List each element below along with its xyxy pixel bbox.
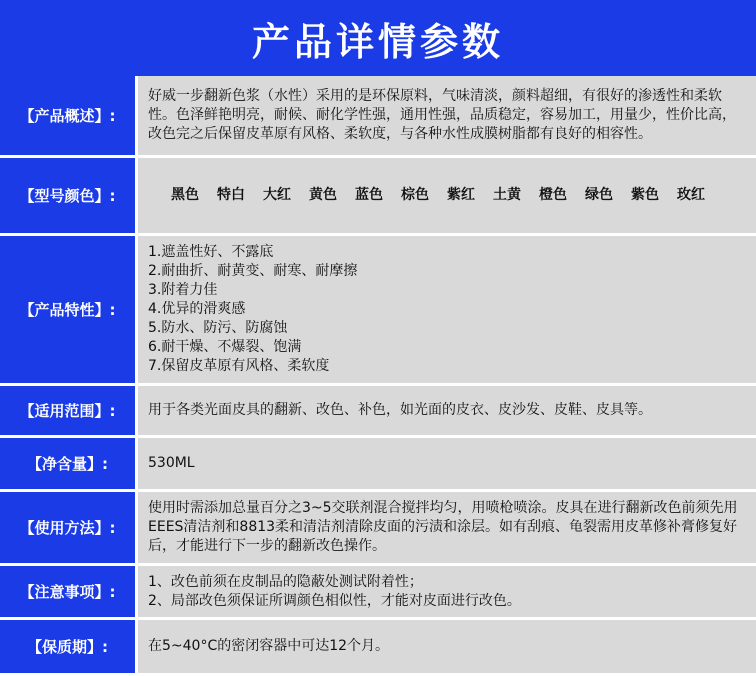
content-net — [135, 438, 756, 492]
shelf-text: 在5~40°C的密闭容器中可达12个月。 — [148, 638, 390, 654]
color-item: 黑色 — [171, 187, 199, 203]
feature-item: 4.优异的滑爽感 — [148, 301, 246, 317]
label-notes: 【注意事项】: — [0, 566, 135, 620]
color-item: 玫红 — [677, 187, 705, 203]
label-colors: 【型号颜色】: — [0, 158, 135, 236]
row-net — [0, 438, 756, 492]
row-notes — [0, 566, 756, 620]
usage-text: 使用时需添加总量百分之3~5交联剂混合搅拌均匀，用喷枪喷涂。皮具在进行翻新改色前须先用EEES清洁剂和8813柔和清洁剂清除皮面的污渍和涂层。如有刮痕、龟裂需用皮革修补膏修复好后，才能进行下一步的翻新改色操作。 — [148, 500, 738, 554]
label-usage: 【使用方法】: — [0, 492, 135, 566]
feature-item: 7.保留皮革原有风格、柔软度 — [148, 358, 330, 374]
row-features — [0, 236, 756, 386]
net-text: 530ML — [148, 455, 195, 471]
feature-item: 2.耐曲折、耐黄变、耐寒、耐摩擦 — [148, 263, 358, 279]
feature-item: 1.遮盖性好、不露底 — [148, 244, 274, 260]
note-item: 1、改色前须在皮制品的隐蔽处测试附着性； — [148, 573, 423, 590]
label-scope: 【适用范围】: — [0, 386, 135, 438]
page-title: 产品详情参数 — [251, 19, 504, 64]
label-overview: 【产品概述】: — [0, 76, 135, 158]
note-item: 2、局部改色须保证所调颜色相似性，才能对皮面进行改色。 — [148, 592, 521, 609]
color-item: 绿色 — [585, 187, 613, 203]
color-item: 紫红 — [447, 187, 475, 203]
color-item: 紫色 — [631, 187, 659, 203]
scope-text: 用于各类光面皮具的翻新、改色、补色，如光面的皮衣、皮沙发、皮鞋、皮具等。 — [148, 402, 652, 418]
label-net: 【净含量】: — [0, 438, 135, 492]
row-shelf — [0, 620, 756, 676]
overview-text: 好威一步翻新色浆（水性）采用的是环保原料，气味清淡，颜料超细，有很好的渗透性和柔软性。色泽鲜艳明亮，耐候、耐化学性强，通用性强，品质稳定，容易加工，用量少，性价比高，改色完之后保留皮革原有风格、柔软度，与各种水性成膜树脂都有良好的相容性。 — [148, 88, 736, 142]
content-notes — [135, 566, 756, 620]
color-item: 土黄 — [493, 187, 521, 203]
color-item: 橙色 — [539, 187, 567, 203]
label-features: 【产品特性】: — [0, 236, 135, 386]
content-usage — [135, 492, 756, 566]
color-item: 蓝色 — [355, 187, 383, 203]
content-colors — [135, 158, 756, 236]
color-item: 黄色 — [309, 187, 337, 203]
row-usage — [0, 492, 756, 566]
content-features — [135, 236, 756, 386]
row-overview — [0, 76, 756, 158]
feature-item: 5.防水、防污、防腐蚀 — [148, 320, 288, 336]
content-scope — [135, 386, 756, 438]
feature-item: 3.附着力佳 — [148, 282, 218, 298]
color-item: 大红 — [263, 187, 291, 203]
content-shelf — [135, 620, 756, 676]
color-item: 棕色 — [401, 187, 429, 203]
feature-item: 6.耐干燥、不爆裂、饱满 — [148, 339, 302, 355]
content-overview — [135, 76, 756, 158]
row-scope — [0, 386, 756, 438]
label-shelf: 【保质期】: — [0, 620, 135, 676]
title-banner — [0, 0, 756, 76]
row-colors — [0, 158, 756, 236]
color-item: 特白 — [217, 187, 245, 203]
